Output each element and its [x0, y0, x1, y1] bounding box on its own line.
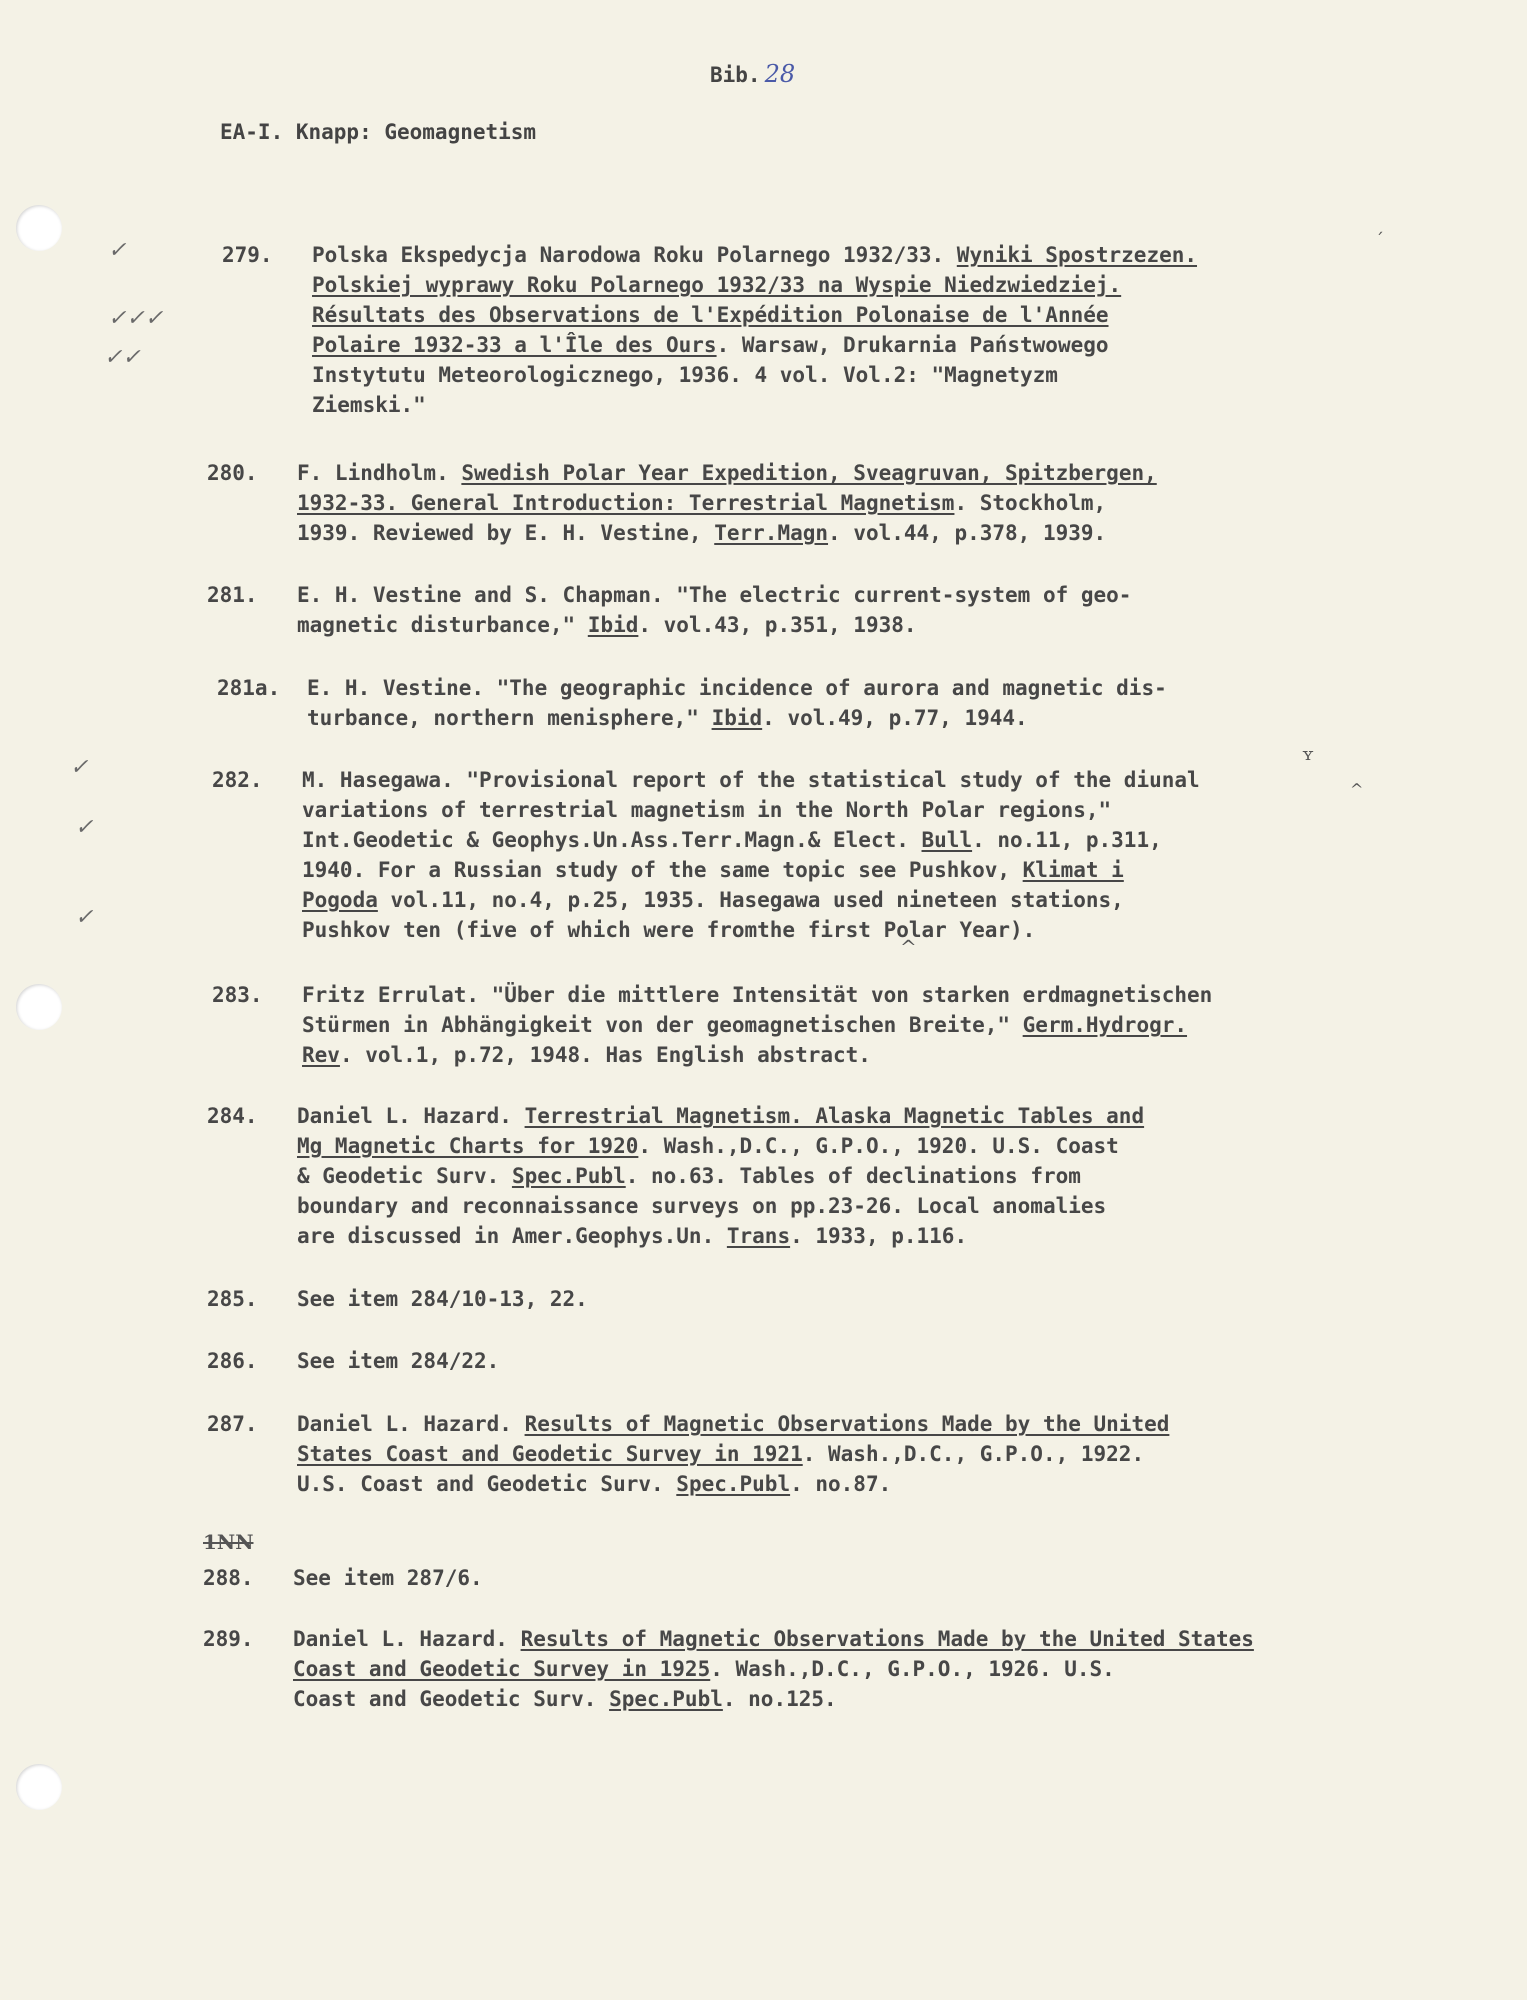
entry-citation — [297, 1346, 499, 1376]
bib-entry — [212, 980, 1212, 1070]
citation-line — [302, 1040, 1212, 1070]
pencil-check-mark-icon: ✓ — [108, 238, 127, 263]
underlined-title-text: Terrestrial Magnetism. Alaska Magnetic Tables and — [524, 1104, 1145, 1128]
bib-header: Bib. 28 — [710, 60, 796, 88]
underlined-title-text: States Coast and Geodetic Survey in 1921 — [297, 1442, 803, 1466]
underlined-title-text: Germ.Hydrogr. — [1022, 1013, 1188, 1037]
citation-text: Int.Geodetic & Geophys.Un.Ass.Terr.Magn.& Elect. — [302, 828, 922, 852]
citation-line — [293, 1563, 483, 1593]
citation-text: See item 284/22. — [297, 1349, 500, 1373]
bib-entry — [222, 240, 1197, 420]
citation-text: . vol.1, p.72, 1948. Has English abstract. — [339, 1043, 871, 1067]
citation-text: See item 284/10-13, 22. — [297, 1287, 588, 1311]
citation-line — [297, 488, 1157, 518]
entry-citation — [297, 580, 1131, 640]
underlined-title-text: Bull — [921, 828, 973, 852]
citation-text: . Wash.,D.C., G.P.O., 1926. U.S. — [710, 1657, 1115, 1681]
entry-citation — [307, 673, 1167, 733]
citation-text: Daniel L. Hazard. — [297, 1104, 525, 1128]
citation-line — [297, 580, 1131, 610]
citation-line — [302, 885, 1200, 915]
bib-entry — [212, 765, 1200, 945]
citation-text: 1940. For a Russian study of the same topic see Pushkov, — [302, 858, 1023, 882]
punch-hole — [16, 1764, 62, 1810]
citation-text: Instytutu Meteorologicznego, 1936. 4 vol. Vol.2: "Magnetyzm — [312, 363, 1058, 387]
entry-number: 283. — [212, 983, 263, 1007]
citation-line — [302, 825, 1200, 855]
underlined-title-text: Coast and Geodetic Survey in 1925 — [293, 1657, 711, 1681]
entry-number: 288. — [203, 1566, 254, 1590]
underlined-title-text: Spec.Publ — [511, 1164, 626, 1188]
citation-line — [297, 610, 1131, 640]
citation-line — [297, 1101, 1144, 1131]
citation-line — [297, 1439, 1169, 1469]
citation-text: E. H. Vestine and S. Chapman. "The electric current-system of geo- — [297, 583, 1132, 607]
citation-text: . Wash.,D.C., G.P.O., 1920. U.S. Coast — [638, 1134, 1119, 1158]
citation-line — [302, 855, 1200, 885]
citation-text: . vol.43, p.351, 1938. — [638, 613, 917, 637]
citation-text: Daniel L. Hazard. — [293, 1627, 521, 1651]
citation-text: Coast and Geodetic Surv. — [293, 1687, 610, 1711]
citation-line — [293, 1654, 1254, 1684]
pencil-caret-icon: ^ — [1350, 780, 1364, 799]
pencil-check-mark-icon: ✓ — [75, 905, 94, 930]
citation-line — [302, 915, 1200, 945]
underlined-title-text: Polaire 1932-33 a l'Île des Ours — [312, 333, 717, 357]
pencil-check-mark-icon: ✓✓✓ — [108, 306, 164, 331]
citation-text: . no.125. — [722, 1687, 837, 1711]
handwritten-bib-number: 28 — [764, 60, 796, 88]
citation-line — [297, 1161, 1144, 1191]
underlined-title-text: Results of Magnetic Observations Made by the United — [524, 1412, 1170, 1436]
citation-text: vol.11, no.4, p.25, 1935. Hasegawa used nineteen stations, — [377, 888, 1124, 912]
citation-line — [297, 1131, 1144, 1161]
citation-text: . vol.49, p.77, 1944. — [762, 706, 1028, 730]
punch-hole — [16, 205, 62, 251]
underlined-title-text: Spec.Publ — [609, 1687, 723, 1711]
citation-text: U.S. Coast and Geodetic Surv. — [297, 1472, 677, 1496]
bib-entry — [207, 1284, 588, 1314]
citation-text: Fritz Errulat. "Über die mittlere Intensität von starken erdmagnetischen — [302, 983, 1213, 1007]
underlined-title-text: Ibid — [587, 613, 639, 637]
citation-line — [307, 703, 1167, 733]
entry-number: 287. — [207, 1412, 258, 1436]
citation-line — [297, 1469, 1169, 1499]
entry-citation — [297, 1101, 1144, 1251]
citation-text: Pushkov ten (five of which were fromthe first Polar Year). — [302, 918, 1036, 942]
bib-entry — [207, 1101, 1144, 1251]
underlined-title-text: Spec.Publ — [676, 1472, 791, 1496]
citation-line — [302, 765, 1200, 795]
pencil-accent-mark-icon: ´ — [1375, 230, 1384, 251]
citation-line — [297, 1221, 1144, 1251]
citation-text: M. Hasegawa. "Provisional report of the statistical study of the diunal — [302, 768, 1200, 792]
underlined-title-text: Swedish Polar Year Expedition, Sveagruvan, Spitzbergen, — [461, 461, 1157, 485]
citation-line — [302, 1010, 1212, 1040]
citation-line — [312, 300, 1197, 330]
entry-citation — [297, 1284, 588, 1314]
pencil-check-mark-icon: ✓✓ — [104, 345, 141, 370]
pencil-caret-icon: ^ — [900, 935, 917, 959]
citation-text: Daniel L. Hazard. — [297, 1412, 525, 1436]
citation-line — [312, 240, 1197, 270]
entry-citation — [297, 458, 1157, 548]
entry-number: 285. — [207, 1287, 258, 1311]
entry-citation — [297, 1409, 1169, 1499]
entry-number: 281a. — [217, 676, 281, 700]
citation-text: . no.63. Tables of declinations from — [625, 1164, 1081, 1188]
citation-text: . no.11, p.311, — [972, 828, 1162, 852]
entry-citation — [293, 1624, 1254, 1714]
entry-citation — [312, 240, 1197, 420]
bib-entry — [203, 1563, 483, 1593]
citation-text: boundary and reconnaissance surveys on pp.23-26. Local anomalies — [297, 1194, 1107, 1218]
pencil-check-mark-icon: ✓ — [70, 755, 89, 780]
underlined-title-text: 1932-33. General Introduction: Terrestrial Magnetism — [297, 491, 955, 515]
underlined-title-text: Ibid — [711, 706, 763, 730]
citation-line — [312, 390, 1197, 420]
series-heading: EA-I. Knapp: Geomagnetism — [220, 120, 537, 144]
entry-citation — [302, 765, 1200, 945]
underlined-title-text: Results of Magnetic Observations Made by the United States — [520, 1627, 1254, 1651]
underlined-title-text: Terr.Magn — [714, 521, 829, 545]
citation-line — [312, 360, 1197, 390]
entry-citation — [302, 980, 1212, 1070]
citation-line — [297, 458, 1157, 488]
bib-entry — [207, 458, 1157, 548]
underlined-title-text: Wyniki Spostrzezen. — [956, 243, 1198, 267]
underlined-title-text: Mg Magnetic Charts for 1920 — [297, 1134, 639, 1158]
citation-line — [312, 270, 1197, 300]
citation-line — [302, 980, 1212, 1010]
citation-line — [297, 518, 1157, 548]
entry-citation — [293, 1563, 483, 1593]
citation-text: E. H. Vestine. "The geographic incidence of aurora and magnetic dis- — [307, 676, 1167, 700]
entry-number: 286. — [207, 1349, 258, 1373]
citation-line — [302, 795, 1200, 825]
citation-line — [297, 1409, 1169, 1439]
citation-line — [293, 1684, 1254, 1714]
citation-text: are discussed in Amer.Geophys.Un. — [297, 1224, 727, 1248]
citation-text: . Warsaw, Drukarnia Państwowego — [716, 333, 1109, 357]
entry-number: 284. — [207, 1104, 258, 1128]
citation-text: . Stockholm, — [954, 491, 1107, 515]
entry-number: 281. — [207, 583, 258, 607]
citation-text: magnetic disturbance," — [297, 613, 588, 637]
citation-text: variations of terrestrial magnetism in the North Polar regions," — [302, 798, 1112, 822]
underlined-title-text: Klimat i — [1022, 858, 1124, 882]
citation-text: Ziemski." — [312, 393, 426, 417]
underlined-title-text: Pogoda — [302, 888, 378, 912]
entry-number: 289. — [203, 1627, 254, 1651]
citation-text: Stürmen in Abhängigkeit von der geomagnetischen Breite," — [302, 1013, 1023, 1037]
entry-number: 282. — [212, 768, 263, 792]
punch-hole — [16, 984, 62, 1030]
citation-text: turbance, northern menisphere," — [307, 706, 712, 730]
citation-line — [297, 1346, 499, 1376]
citation-text: . vol.44, p.378, 1939. — [828, 521, 1107, 545]
citation-line — [297, 1191, 1144, 1221]
citation-text: F. Lindholm. — [297, 461, 462, 485]
citation-text: . no.87. — [790, 1472, 892, 1496]
pencil-insert-mark-icon: ʏ — [1302, 744, 1314, 765]
bib-entry — [207, 1409, 1169, 1499]
citation-line — [312, 330, 1197, 360]
citation-text: See item 287/6. — [293, 1566, 483, 1590]
citation-text: & Geodetic Surv. — [297, 1164, 512, 1188]
underlined-title-text: Polskiej wyprawy Roku Polarnego 1932/33 na Wyspie Niedzwiedziej. — [312, 273, 1122, 297]
citation-text: Polska Ekspedycja Narodowa Roku Polarnego 1932/33. — [312, 243, 957, 267]
underlined-title-text: Trans — [726, 1224, 791, 1248]
citation-line — [297, 1284, 588, 1314]
bib-entry — [207, 580, 1131, 640]
citation-text: . Wash.,D.C., G.P.O., 1922. — [802, 1442, 1145, 1466]
citation-line — [307, 673, 1167, 703]
pencil-check-mark-icon: ✓ — [75, 815, 94, 840]
entry-number: 279. — [222, 243, 273, 267]
bib-entry — [203, 1624, 1254, 1714]
underlined-title-text: Rev — [302, 1043, 340, 1067]
citation-line — [293, 1624, 1254, 1654]
citation-text: 1939. Reviewed by E. H. Vestine, — [297, 521, 715, 545]
entry-number: 280. — [207, 461, 258, 485]
underlined-title-text: Résultats des Observations de l'Expédition Polonaise de l'Année — [312, 303, 1109, 327]
citation-text: . 1933, p.116. — [790, 1224, 968, 1248]
struck-typed-characters: 1NN — [203, 1530, 254, 1554]
bib-entry — [217, 673, 1167, 733]
bib-entry — [207, 1346, 499, 1376]
